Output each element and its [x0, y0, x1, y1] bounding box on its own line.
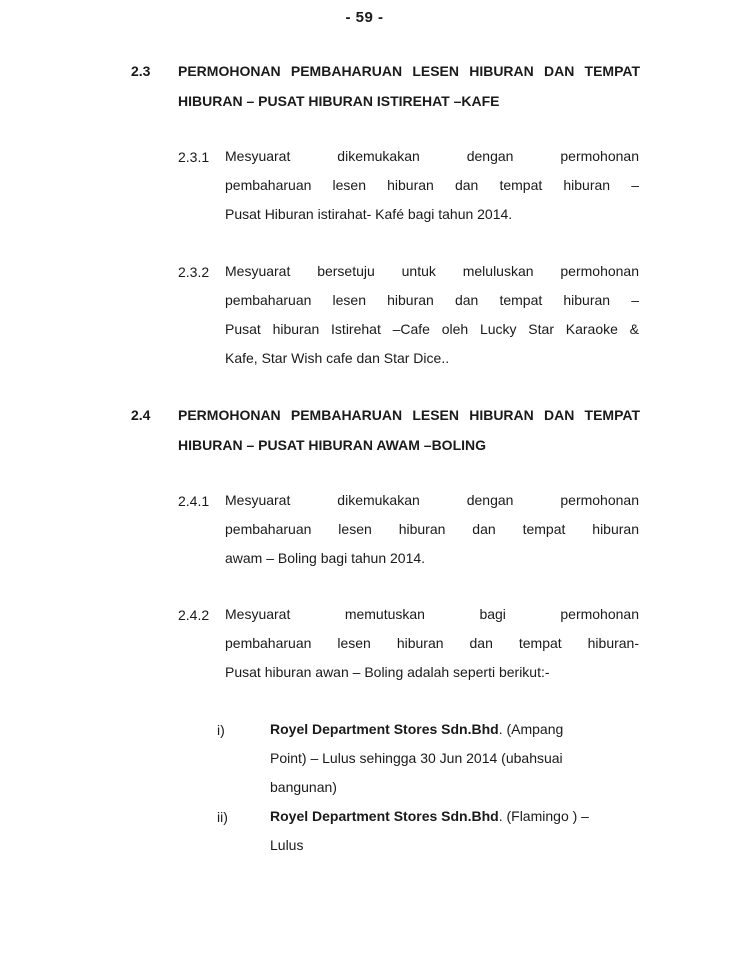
- subsection-number-2-3-1: 2.3.1: [178, 149, 210, 165]
- paragraph-line: Kafe, Star Wish cafe dan Star Dice..: [225, 350, 450, 366]
- paragraph-2-4-2: [225, 600, 639, 687]
- section-title-line: PERMOHONAN PEMBAHARUAN LESEN HIBURAN DAN TEMPAT: [178, 63, 640, 79]
- list-item-line: Point) – Lulus sehingga 30 Jun 2014 (ubahsuai: [270, 750, 563, 766]
- company-name: Royel Department Stores Sdn.Bhd: [270, 808, 499, 824]
- section-title-line: PERMOHONAN PEMBAHARUAN LESEN HIBURAN DAN TEMPAT: [178, 407, 640, 423]
- paragraph-line: Mesyuarat dikemukakan dengan permohonan: [225, 492, 639, 508]
- paragraph-line: Pusat hiburan Istirehat –Cafe oleh Lucky Star Karaoke &: [225, 321, 639, 337]
- subsection-number-2-3-2: 2.3.2: [178, 264, 210, 280]
- section-number-2-3: 2.3: [131, 63, 151, 79]
- list-item-line: bangunan): [270, 779, 337, 795]
- paragraph-line: Mesyuarat bersetuju untuk meluluskan permohonan: [225, 263, 639, 279]
- section-title-2-3: [178, 56, 640, 116]
- paragraph-line: pembaharuan lesen hiburan dan tempat hiburan –: [225, 292, 639, 308]
- company-name: Royel Department Stores Sdn.Bhd: [270, 721, 499, 737]
- paragraph-line: pembaharuan lesen hiburan dan tempat hiburan –: [225, 177, 639, 193]
- list-item-i: [270, 715, 640, 802]
- paragraph-line: Pusat Hiburan istirahat- Kafé bagi tahun 2014.: [225, 206, 513, 222]
- section-title-line: HIBURAN – PUSAT HIBURAN AWAM –BOLING: [178, 437, 487, 453]
- paragraph-line: Mesyuarat memutuskan bagi permohonan: [225, 606, 639, 622]
- paragraph-line: pembaharuan lesen hiburan dan tempat hiburan-: [225, 635, 639, 651]
- paragraph-2-3-1: [225, 142, 639, 229]
- section-number-2-4: 2.4: [131, 407, 151, 423]
- page-number: - 59 -: [345, 9, 384, 26]
- list-item-line: [270, 715, 640, 744]
- list-marker-ii: ii): [217, 809, 228, 825]
- list-item-ii: [270, 802, 640, 860]
- paragraph-line: pembaharuan lesen hiburan dan tempat hiburan: [225, 521, 639, 537]
- paragraph-2-3-2: [225, 257, 639, 373]
- section-title-line: HIBURAN – PUSAT HIBURAN ISTIREHAT –KAFE: [178, 93, 500, 109]
- paragraph-line: awam – Boling bagi tahun 2014.: [225, 550, 426, 566]
- list-item-text: . (Ampang: [498, 721, 564, 737]
- subsection-number-2-4-1: 2.4.1: [178, 493, 210, 509]
- paragraph-line: Mesyuarat dikemukakan dengan permohonan: [225, 148, 639, 164]
- paragraph-line: Pusat hiburan awan – Boling adalah seperti berikut:-: [225, 664, 550, 680]
- list-item-text: . (Flamingo ) –: [498, 808, 589, 824]
- list-item-line: [270, 802, 640, 831]
- section-title-2-4: [178, 400, 640, 460]
- list-marker-i: i): [217, 722, 225, 738]
- subsection-number-2-4-2: 2.4.2: [178, 607, 210, 623]
- paragraph-2-4-1: [225, 486, 639, 573]
- list-item-line: Lulus: [270, 837, 304, 853]
